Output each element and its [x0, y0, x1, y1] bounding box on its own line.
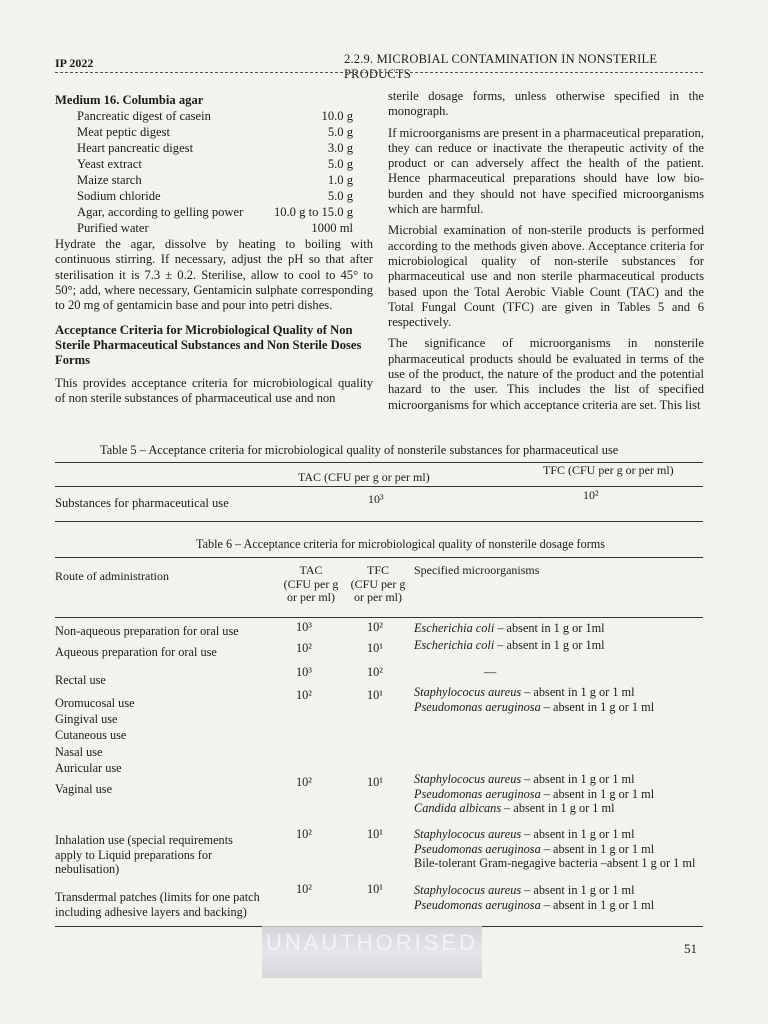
- spec-line: [414, 772, 706, 787]
- ingredient-name: Pancreatic digest of casein: [77, 109, 211, 124]
- table6-header-route: Route of administration: [55, 569, 169, 583]
- organism-name: Staphylococus aureus: [414, 685, 522, 699]
- table5-row-tfc: 10²: [583, 488, 599, 502]
- table6-tac: 10³: [296, 665, 312, 679]
- table6-tac: 10²: [296, 827, 312, 841]
- table6-tac: 10²: [296, 641, 312, 655]
- table6-route: Oromucosal use Gingival use Cutaneous use Nasal use Auricular use: [55, 696, 135, 775]
- table-rule: [55, 617, 703, 618]
- table6-tac: 10³: [296, 620, 312, 634]
- spec-line: [414, 787, 706, 802]
- table6-route: Vaginal use: [55, 782, 113, 796]
- table6-tfc: 10¹: [367, 827, 383, 841]
- organism-name: Escherichia coli: [414, 621, 495, 635]
- ingredient-row: [55, 157, 373, 173]
- table6-spec: [414, 685, 706, 714]
- paragraph: If microorganisms are present in a pharmaceutical preparation, they can reduce or inactivate the therapeutic activity of the product or can adversely affect the health of the patient. Hence pharmaceutical preparations should have low bio-burden and they should not have specified microorganisms which are harmful.: [388, 125, 704, 217]
- ingredient-name: Yeast extract: [77, 157, 142, 172]
- limit-text: – absent in 1 g or 1 ml: [540, 786, 655, 801]
- table6-tac: 10²: [296, 775, 312, 789]
- paragraph: Microbial examination of non-sterile products is performed according to the methods given above. Acceptance criteria for microbiological quality of non-sterile substances for pharmaceutical use and non sterile pharmaceutical products based upon the Total Aerobic Viable Count (TAC) and the Total Fungal Count (TFC) are given in Tables 5 and 6 respectively.: [388, 223, 704, 330]
- ingredient-name: Meat peptic digest: [77, 125, 171, 140]
- ingredient-row: [55, 205, 373, 221]
- table5-caption: Table 5 – Acceptance criteria for microbiological quality of nonsterile substances for pharmaceutical use: [100, 443, 619, 457]
- limit-text: – absent in 1 g or 1ml: [494, 621, 605, 635]
- table5-row-tac: 10³: [368, 492, 384, 506]
- limit-text: – absent in 1 g or 1 ml: [521, 685, 635, 699]
- table6-tfc: 10²: [367, 665, 383, 679]
- organism-name: Pseudomonas aeruginosa: [414, 786, 541, 801]
- limit-text: – absent in 1 g or 1 ml: [521, 827, 635, 841]
- limit-text: – absent in 1 g or 1 ml: [521, 883, 635, 897]
- ingredient-qty: 5.0 g: [327, 189, 353, 204]
- ingredient-list: [55, 109, 373, 237]
- spec-line: [414, 801, 706, 816]
- limit-text: – absent in 1 g or 1 ml: [540, 897, 655, 912]
- acceptance-heading: Acceptance Criteria for Microbiological Quality of Non Sterile Pharmaceutical Substances and Non Sterile Doses Forms: [55, 323, 362, 368]
- ingredient-name: Purified water: [77, 221, 149, 236]
- limit-text: – absent in 1 g or 1 ml: [540, 699, 655, 714]
- table6-route: Non-aqueous preparation for oral use: [55, 624, 239, 638]
- table6-spec: [414, 883, 706, 912]
- table6-route: Transdermal patches (limits for one patch including adhesive layers and backing): [55, 890, 260, 919]
- ingredient-name: Sodium chloride: [77, 189, 161, 204]
- limit-text: – absent in 1 g or 1 ml: [501, 801, 615, 816]
- spec-line: [414, 685, 706, 700]
- table6-spec: —: [484, 665, 497, 679]
- table5-header-tac: TAC (CFU per g or per ml): [298, 470, 430, 484]
- organism-name: Staphylococus aureus: [414, 827, 522, 841]
- table6-tfc: 10²: [367, 620, 383, 634]
- table5-header-tfc: TFC (CFU per g or per ml): [543, 463, 674, 477]
- spec-line: [414, 842, 706, 857]
- paragraph: sterile dosage forms, unless otherwise specified in the monograph.: [388, 89, 704, 119]
- header-title: 2.2.9. MICROBIAL CONTAMINATION IN NONSTERILE PRODUCTS: [344, 52, 658, 81]
- ingredient-qty: 3.0 g: [327, 141, 353, 156]
- table6-tac: 10²: [296, 688, 312, 702]
- ingredient-qty: 1000 ml: [311, 221, 353, 236]
- table6-tfc: 10¹: [367, 641, 383, 655]
- ingredient-row: [55, 173, 373, 189]
- table5-row-label: Substances for pharmaceutical use: [55, 496, 229, 510]
- spec-line: [414, 856, 706, 871]
- medium-method: Hydrate the agar, dissolve by heating to boiling with continuous stirring. If necessary, adjust the pH so that after sterilisation it is 7.3 ± 0.2. Sterilise, allow to cool to 45° to 50°; add, where necessary, Gentamicin sulphate corresponding to 20 mg of gentamicin base and pour into petri dishes.: [55, 237, 373, 313]
- limit-text: – absent in 1 g or 1ml: [494, 638, 605, 652]
- table-rule: [55, 521, 703, 522]
- spec-line: [414, 898, 706, 913]
- ingredient-row: [55, 109, 373, 125]
- right-column: [388, 89, 704, 419]
- limit-text: – absent in 1 g or 1 ml: [540, 841, 655, 856]
- table6-spec: [414, 621, 706, 636]
- organism-name: Pseudomonas aeruginosa: [414, 699, 541, 714]
- table6-spec: [414, 827, 706, 871]
- table6-tfc: 10¹: [367, 688, 383, 702]
- ingredient-row: [55, 125, 373, 141]
- ingredient-row: [55, 221, 373, 237]
- table6-caption: Table 6 – Acceptance criteria for microbiological quality of nonsterile dosage forms: [196, 537, 605, 551]
- organism-name: Staphylococus aureus: [414, 772, 522, 786]
- ingredient-name: Heart pancreatic digest: [77, 141, 194, 156]
- spec-line: [414, 700, 706, 715]
- paragraph: The significance of microorganisms in nonsterile pharmaceutical products should be evaluated in terms of the use of the product, the nature of the product and the potential hazard to the user. This includes the list of specified microorganisms for which acceptance criteria are set. This list: [388, 336, 704, 412]
- table6-header-tac: TAC (CFU per g or per ml): [283, 563, 339, 604]
- ingredient-qty: 1.0 g: [327, 173, 353, 188]
- medium-title: Medium 16. Columbia agar: [55, 93, 204, 107]
- spec-line: [414, 883, 706, 898]
- table6-route: Rectal use: [55, 673, 106, 687]
- header-left: IP 2022: [55, 56, 94, 70]
- ingredient-name: Maize starch: [77, 173, 142, 188]
- limit-text: – absent in 1 g or 1 ml: [521, 772, 635, 786]
- table6-route: Inhalation use (special requirements apply to Liquid preparations for nebulisation): [55, 833, 233, 877]
- spec-line: [414, 827, 706, 842]
- table6-header-tfc: TFC (CFU per g or per ml): [350, 563, 406, 604]
- table-rule: [55, 486, 703, 487]
- ingredient-qty: 10.0 g to 15.0 g: [273, 205, 353, 220]
- table6-spec: [414, 772, 706, 816]
- organism-name: Pseudomonas aeruginosa: [414, 841, 541, 856]
- watermark-stamp: UNAUTHORISED: [262, 926, 482, 978]
- ingredient-qty: 5.0 g: [327, 157, 353, 172]
- table6-tfc: 10¹: [367, 775, 383, 789]
- ingredient-qty: 10.0 g: [321, 109, 353, 124]
- table6-route: Aqueous preparation for oral use: [55, 645, 217, 659]
- ingredient-qty: 5.0 g: [327, 125, 353, 140]
- ingredient-name: Agar, according to gelling power: [77, 205, 244, 220]
- organism-name: Candida albicans: [414, 801, 502, 816]
- table6-spec: [414, 638, 706, 653]
- table6-header-spec: Specified microorganisms: [414, 563, 540, 577]
- header-rule: [55, 72, 703, 73]
- organism-name: Escherichia coli: [414, 638, 495, 652]
- organism-name: Pseudomonas aeruginosa: [414, 897, 541, 912]
- table-rule: [55, 557, 703, 558]
- ingredient-row: [55, 189, 373, 205]
- organism-name: Staphylococus aureus: [414, 883, 522, 897]
- acceptance-intro: This provides acceptance criteria for microbiological quality of non sterile substances of pharmaceutical use and non: [55, 376, 373, 406]
- table6-tfc: 10¹: [367, 882, 383, 896]
- left-column: [55, 93, 373, 407]
- limit-text: Bile-tolerant Gram-negagive bacteria –absent 1 g or 1 ml: [414, 856, 696, 871]
- table6-tac: 10²: [296, 882, 312, 896]
- ingredient-row: [55, 141, 373, 157]
- page-number: 51: [684, 941, 697, 956]
